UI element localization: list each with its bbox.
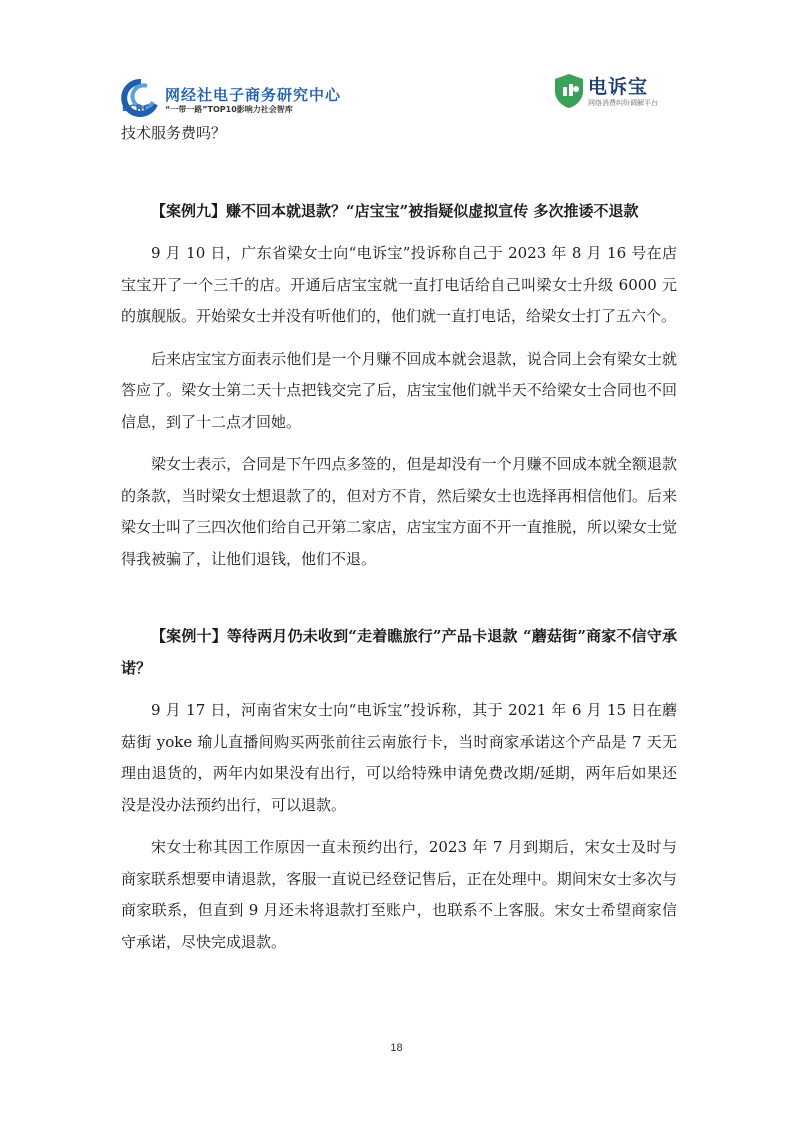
- page-header: [0, 70, 793, 118]
- org-name: 网经社电子商务研究中心: [165, 86, 342, 104]
- ecrc-logo: [121, 78, 361, 118]
- case10-paragraph-2: 宋女士称其因工作原因一直未预约出行，2023 年 7 月到期后，宋女士及时与商家联系想要申请退款，客服一直说已经登记售后，正在处理中。期间宋女士多次与商家联系，但直到 9 月还未将退款打至账户，也联系不上客服。宋女士希望商家信守承诺，尽快完成退款。: [121, 838, 677, 951]
- brand-name: 电诉宝: [588, 76, 649, 98]
- case10-title: 【案例十】等待两月仍未收到“走着瞧旅行”产品卡退款 “蘑菇街”商家不信守承诺？: [121, 627, 677, 677]
- carryover-text: 技术服务费吗？: [121, 124, 227, 142]
- case9-paragraph-1: 9 月 10 日，广东省梁女士向“电诉宝”投诉称自己于 2023 年 8 月 16 号在店宝宝开了一个三千的店。开通后店宝宝就一直打电话给自己叫梁女士升级 6000 元的旗舰版。开始梁女士并没有听他们的，他们就一直打电话，给梁女士打了五六个。: [121, 244, 677, 325]
- brand-tagline: 网络消费纠纷调解平台: [588, 99, 658, 107]
- dianshubao-logo: [552, 70, 672, 115]
- ecrc-mark-text: ECRC: [122, 104, 151, 114]
- case9-paragraph-2: 后来店宝宝方面表示他们是一个月赚不回成本就会退款，说合同上会有梁女士就答应了。梁女士第二天十点把钱交完了后，店宝宝他们就半天不给梁女士合同也不回信息，到了十二点才回她。: [121, 349, 677, 431]
- case10-paragraph-1: 9 月 17 日，河南省宋女士向“电诉宝”投诉称，其于 2021 年 6 月 15 日在蘑菇街 yoke 瑜儿直播间购买两张前往云南旅行卡，当时商家承诺这个产品是 7 天无理由退货的，两年内如果没有出行，可以给特殊申请免费改期/延期，两年后如果还没是没办法预约出行，可以退款。: [121, 701, 677, 814]
- org-tagline: “一带一路”TOP10影响力社会智库: [165, 105, 293, 114]
- document-body: [121, 118, 677, 958]
- page-number: 18: [390, 1042, 403, 1054]
- shield-icon: [552, 72, 586, 110]
- case9-paragraph-3: 梁女士表示，合同是下午四点多签的，但是却没有一个月赚不回成本就全额退款的条款，当时梁女士想退款了的，但对方不肯，然后梁女士也选择再相信他们。后来梁女士叫了三四次他们给自己开第二家店，店宝宝方面不开一直推脱，所以梁女士觉得我被骗了，让他们退钱，他们不退。: [121, 455, 677, 568]
- case9-title: 【案例九】赚不回本就退款？“店宝宝”被指疑似虚拟宣传 多次推诿不退款: [151, 201, 639, 220]
